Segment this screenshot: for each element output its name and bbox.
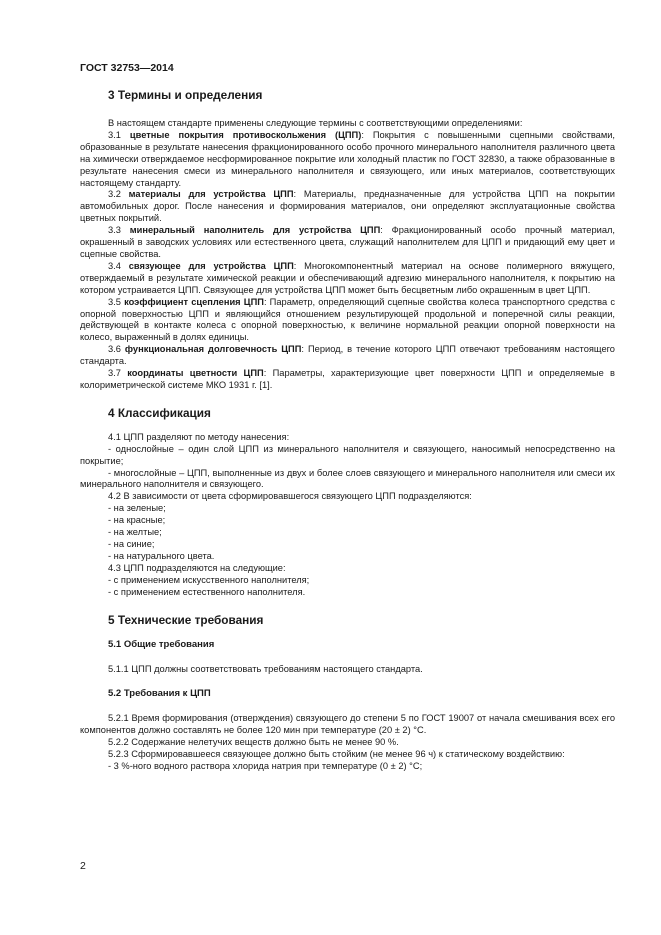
clause-4-1-single-layer: - однослойные – один слой ЦПП из минерального наполнителя и связующего, наносимый непосредственно на покрытие; [80,443,615,466]
color-list-item: - на натурального цвета. [108,550,215,561]
color-list [80,503,615,563]
terms-list [80,130,615,392]
term-name: материалы для устройства ЦПП [128,189,294,200]
term-name: коэффициент сцепления ЦПП [124,296,264,307]
term-number: 3.5 [108,296,125,307]
term-number: 3.1 [108,129,130,140]
term-definition [80,225,615,261]
section-4-title: 4 Классификация [108,405,211,420]
clause-4-3: 4.3 ЦПП подразделяются на следующие: [108,562,286,573]
term-definition [80,261,615,297]
section-3-title: 3 Термины и определения [108,88,263,102]
clause-4-3-artificial: - с применением искусственного наполнителя; [108,574,310,585]
term-text: : Многокомпонентный материал на основе полимерного вяжущего, отверждаемый в результате химической реакции и обеспечивающий адгезию минерального наполнителя, к покрытию на котором устраивается ЦПП. Связующее для устройства ЦПП может быть бесцветным либо окрашенным в цвет ЦПП. [80,260,615,295]
term-number: 3.3 [108,225,130,236]
color-list-item: - на синие; [108,539,155,549]
term-number: 3.2 [108,189,129,200]
subsection-5-2-title: 5.2 Требования к ЦПП [108,688,211,700]
term-name: цветные покрытия противоскольжения (ЦПП) [129,129,362,140]
term-definition [80,297,615,345]
term-number: 3.4 [108,260,129,271]
section-3-intro: В настоящем стандарте применены следующие термины с соответствующими определениями: [108,118,523,128]
term-number: 3.7 [108,368,128,379]
term-definition [80,189,615,225]
clause-4-1: 4.1 ЦПП разделяют по методу нанесения: [108,431,290,442]
clause-5-2-2: 5.2.2 Содержание нелетучих веществ должно быть не менее 90 %. [108,737,399,748]
clause-4-1-multi-layer: - многослойные – ЦПП, выполненные из двух и более слоев связующего и минерального наполнителя или смеси их минерального наполнителя и связующего. [80,467,615,490]
term-name: минеральный наполнитель для устройства ЦПП [129,225,381,236]
section-5-title: 5 Технические требования [108,612,264,627]
clause-5-2-3-sodium-chloride: - 3 %-ного водного раствора хлорида натрия при температуре (0 ± 2) °С; [108,761,423,772]
clause-4-3-natural: - с применением естественного наполнителя. [108,586,306,597]
page-number: 2 [80,860,86,872]
clause-5-2-1: 5.2.1 Время формирования (отверждения) связующего до степени 5 по ГОСТ 19007 от начала смешивания всех его компонентов должно составлять не более 120 мин при температуре (20 ± 2) °С. [80,713,615,736]
term-definition [80,368,615,392]
clause-4-2: 4.2 В зависимости от цвета сформировавшегося связующего ЦПП подразделяются: [108,491,472,502]
clause-5-1-1: 5.1.1 ЦПП должны соответствовать требованиям настоящего стандарта. [108,663,423,674]
term-definition [80,344,615,368]
clause-5-2-3: 5.2.3 Сформировавшееся связующее должно быть стойким (не менее 96 ч) к статическому воздействию: [108,749,565,760]
color-list-item: - на зеленые; [108,503,166,514]
color-list-item: - на красные; [108,515,166,526]
term-text: : Материалы, предназначенные для устройства ЦПП на покрытии автомобильных дорог. После нанесения и формирования материалов, они определяют эксплуатационные свойства цветных покрытий. [80,189,615,224]
document-body [80,88,615,773]
term-text: : Параметр, определяющий сцепные свойства колеса транспортного средства с опорной поверхностью ЦПП и являющийся отношением результирующей продольной и поперечной силы реакции, действующей в контакте колеса с опорной поверхностью, к величине нормальной реакции опорной поверхности на колесо, выраженный в долях единицы. [80,296,615,343]
term-name: координаты цветности ЦПП [127,368,264,379]
term-text: : Покрытия с повышенными сцепными свойствами, образованные в результате нанесения фракционированного особо прочного минерального наполнителя различного цвета на химически отверждаемое несформированное покрытие или холодный пластик по ГОСТ 32830, а также образованные в результате нанесения смеси из минерального наполнителя и связующего, или иных материалов, соответствующих настоящему стандарту. [80,129,615,188]
term-text: : Фракционированный особо прочный материал, окрашенный в заводских условиях или естественного цвета, служащий наполнителем для ЦПП и придающий ему цвет и сцепные свойства. [80,225,615,259]
term-name: функциональная долговечность ЦПП [124,344,302,355]
term-text: : Параметры, характеризующие цвет поверхности ЦПП и определяемые в колориметрической системе МКО 1931 г. [1]. [80,368,615,390]
color-list-item: - на желтые; [108,527,162,538]
document-header: ГОСТ 32753—2014 [80,62,174,74]
subsection-5-1-title: 5.1 Общие требования [108,638,215,650]
term-number: 3.6 [108,344,125,355]
term-text: : Период, в течение которого ЦПП отвечают требованиям настоящего стандарта. [80,344,615,367]
term-name: связующее для устройства ЦПП [128,260,294,271]
term-definition [80,130,615,190]
